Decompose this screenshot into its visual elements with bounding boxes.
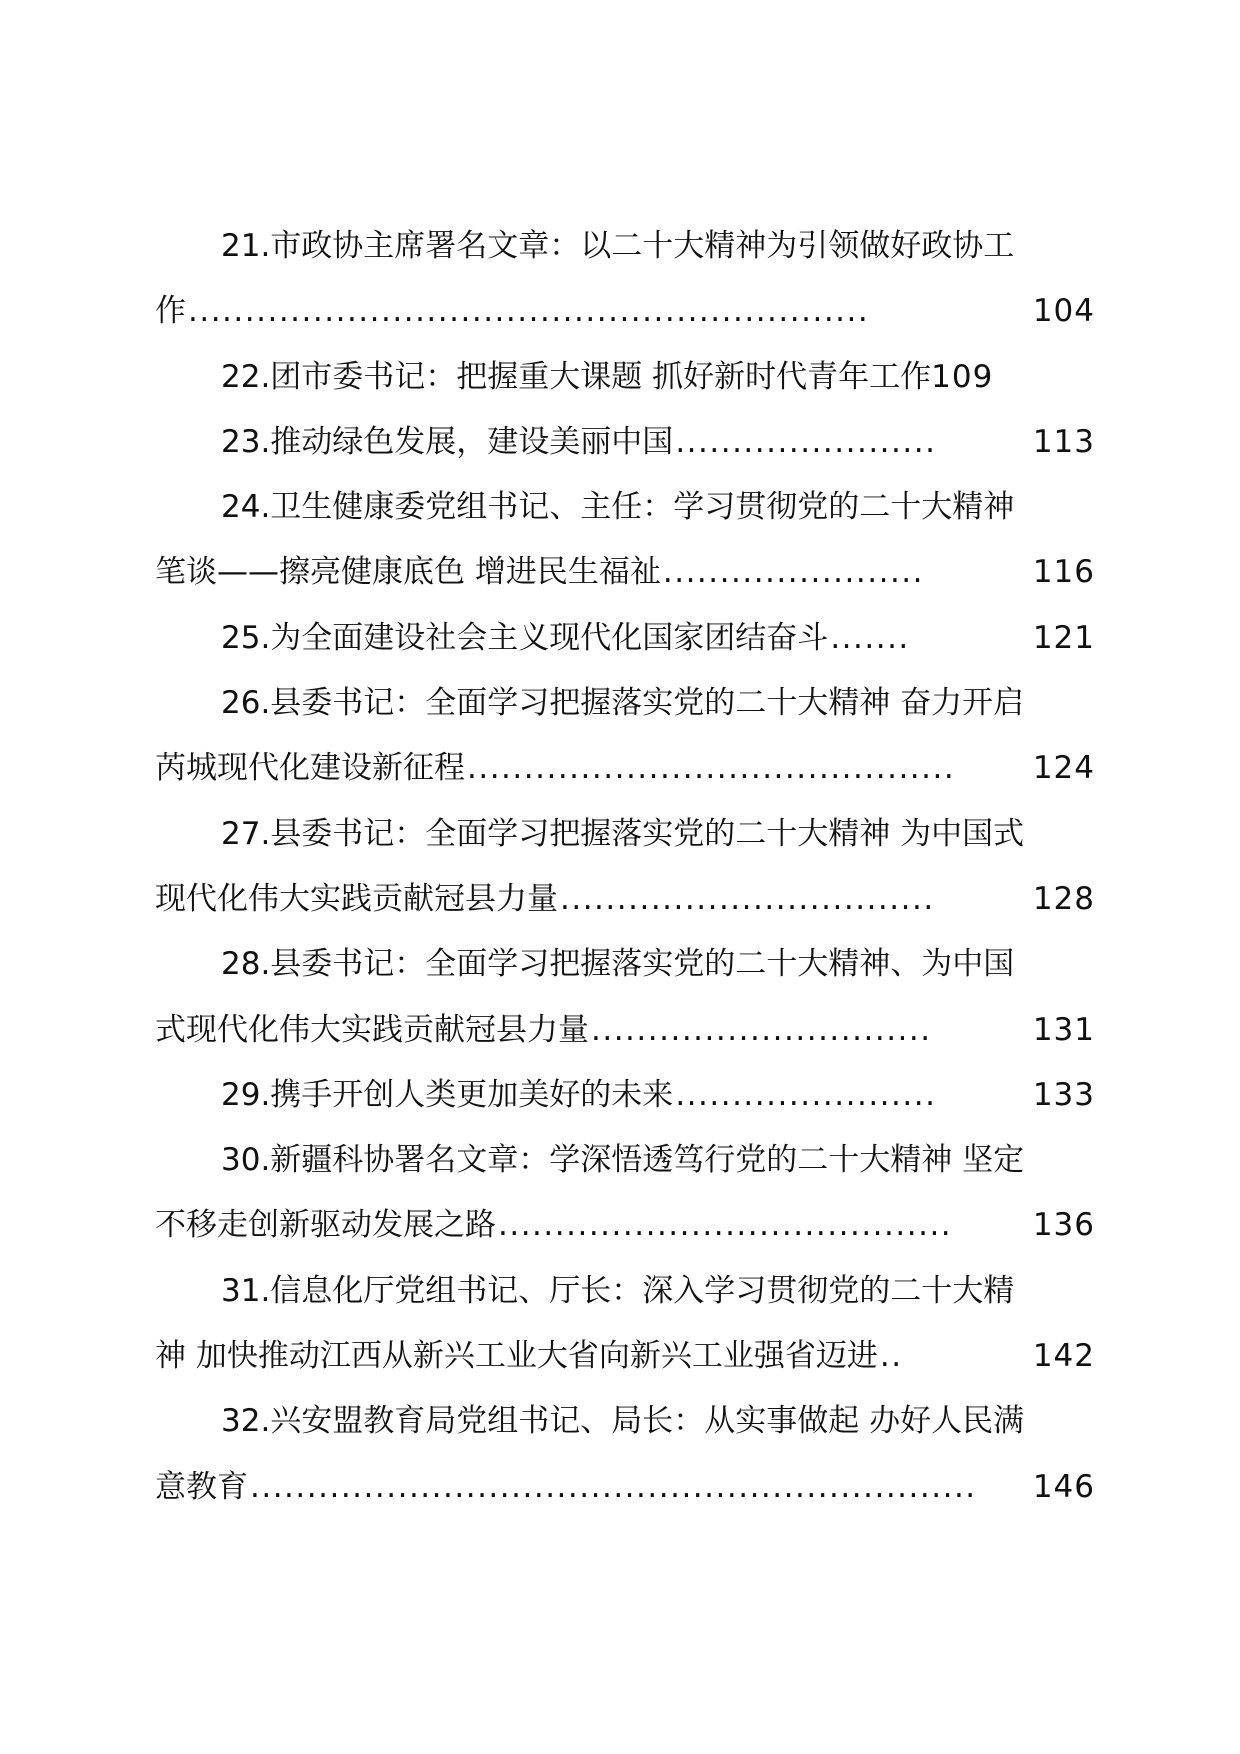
toc-entry-line bbox=[155, 279, 1095, 344]
toc-entry-title: 22.团市委书记：把握重大课题 抓好新时代青年工作 bbox=[221, 358, 932, 395]
toc-entry-line bbox=[155, 475, 1095, 540]
toc-entry-title-cont: 式现代化伟大实践贡献冠县力量 bbox=[155, 1011, 589, 1048]
toc-entry-line bbox=[155, 998, 1095, 1063]
toc-entry-title: 28.县委书记：全面学习把握落实党的二十大精神、为中国 bbox=[221, 946, 1015, 983]
toc-entry-32[interactable] bbox=[155, 1389, 1095, 1520]
toc-entry-title: 27.县委书记：全面学习把握落实党的二十大精神 为中国式 bbox=[221, 815, 1025, 852]
toc-entry-title: 24.卫生健康委党组书记、主任：学习贯彻党的二十大精神 bbox=[221, 489, 1015, 526]
toc-page-number: 131 bbox=[1032, 1011, 1095, 1048]
toc-entry-title: 23.推动绿色发展，建设美丽中国 bbox=[221, 423, 674, 460]
toc-leader-dots: .............................. bbox=[591, 1011, 932, 1048]
toc-page-number: 146 bbox=[1032, 1468, 1095, 1505]
toc-entry-24[interactable] bbox=[155, 475, 1095, 606]
toc-entry-22[interactable] bbox=[155, 345, 1095, 410]
toc-page-number: 133 bbox=[1032, 1076, 1095, 1113]
toc-entry-title: 26.县委书记：全面学习把握落实党的二十大精神 奋力开启 bbox=[221, 685, 1025, 722]
toc-entry-21[interactable] bbox=[155, 214, 1095, 345]
toc-leader-dots: ........................................... bbox=[467, 750, 956, 787]
toc-entry-line bbox=[155, 1455, 1095, 1520]
toc-entry-25[interactable] bbox=[155, 606, 1095, 671]
toc-entry-title: 30.新疆科协署名文章：学深悟透笃行党的二十大精神 坚定 bbox=[221, 1142, 1025, 1179]
toc-page-number: 124 bbox=[1032, 750, 1095, 787]
toc-entry-line bbox=[155, 736, 1095, 801]
toc-entry-title-cont: 现代化伟大实践贡献冠县力量 bbox=[155, 880, 558, 917]
toc-leader-dots: ....................... bbox=[662, 554, 925, 591]
toc-entry-title-cont: 神 加快推动江西从新兴工业大省向新兴工业强省迈进 bbox=[155, 1338, 878, 1375]
toc-page-number: 104 bbox=[1032, 293, 1095, 330]
toc-entry-title-cont: 意教育 bbox=[155, 1468, 248, 1505]
toc-leader-dots: .. bbox=[879, 1338, 903, 1375]
toc-entry-line bbox=[155, 867, 1095, 932]
toc-entry-29[interactable] bbox=[155, 1063, 1095, 1128]
toc-leader-dots: ........................................ bbox=[498, 1207, 953, 1244]
toc-entry-line bbox=[155, 671, 1095, 736]
toc-entry-line bbox=[155, 1389, 1095, 1454]
toc-leader-dots: ................................. bbox=[560, 880, 935, 917]
toc-entry-line bbox=[155, 345, 1095, 410]
toc-page-number: 136 bbox=[1032, 1207, 1095, 1244]
toc-entry-title: 21.市政协主席署名文章：以二十大精神为引领做好政协工 bbox=[221, 228, 1015, 264]
toc-leader-dots: ....... bbox=[830, 619, 910, 656]
toc-page-number: 121 bbox=[1032, 619, 1095, 656]
toc-entry-line bbox=[155, 410, 1095, 475]
toc-page-number: 116 bbox=[1032, 554, 1095, 591]
toc-entry-title: 25.为全面建设社会主义现代化国家团结奋斗 bbox=[221, 619, 829, 656]
toc-entry-line bbox=[155, 802, 1095, 867]
toc-page-number: 142 bbox=[1032, 1338, 1095, 1375]
toc-page-number: 109 bbox=[931, 358, 994, 395]
toc-entry-title-cont: 不移走创新驱动发展之路 bbox=[155, 1207, 496, 1244]
toc-leader-dots: ....................... bbox=[675, 423, 937, 460]
toc-entry-line bbox=[155, 606, 1095, 671]
toc-entry-title: 29.携手开创人类更加美好的未来 bbox=[221, 1076, 674, 1113]
toc-leader-dots: ................................................................ bbox=[250, 1468, 977, 1505]
toc-entry-title: 32.兴安盟教育局党组书记、局长：从实事做起 办好人民满 bbox=[221, 1403, 1025, 1440]
toc-entry-line bbox=[155, 1324, 1095, 1389]
toc-leader-dots: ....................... bbox=[675, 1076, 937, 1113]
table-of-contents bbox=[155, 214, 1095, 1520]
toc-entry-line bbox=[155, 1193, 1095, 1258]
toc-page-number: 113 bbox=[1032, 423, 1095, 460]
toc-entry-title-cont: 芮城现代化建设新征程 bbox=[155, 750, 465, 787]
toc-entry-line bbox=[155, 540, 1095, 605]
toc-entry-23[interactable] bbox=[155, 410, 1095, 475]
toc-entry-27[interactable] bbox=[155, 802, 1095, 933]
toc-page-number: 128 bbox=[1032, 880, 1095, 917]
toc-entry-30[interactable] bbox=[155, 1128, 1095, 1259]
toc-entry-28[interactable] bbox=[155, 932, 1095, 1063]
toc-entry-line bbox=[155, 214, 1095, 279]
toc-entry-line bbox=[155, 1128, 1095, 1193]
toc-entry-line bbox=[155, 932, 1095, 997]
toc-entry-line bbox=[155, 1259, 1095, 1324]
toc-entry-26[interactable] bbox=[155, 671, 1095, 802]
toc-entry-title: 31.信息化厅党组书记、厅长：深入学习贯彻党的二十大精 bbox=[221, 1272, 1015, 1309]
toc-entry-line bbox=[155, 1063, 1095, 1128]
toc-leader-dots: ............................................................ bbox=[188, 293, 870, 330]
toc-entry-title-cont: 笔谈——擦亮健康底色 增进民生福祉 bbox=[155, 554, 661, 591]
toc-entry-title-cont: 作 bbox=[155, 293, 186, 330]
toc-entry-31[interactable] bbox=[155, 1259, 1095, 1390]
